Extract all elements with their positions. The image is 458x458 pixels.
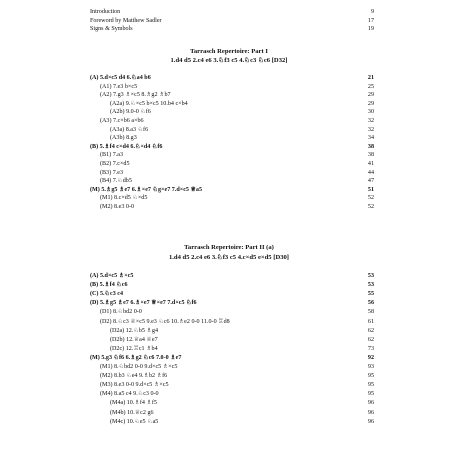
toc-entry-text: (D) 5.♗g5 ♗e7 6.♗×e7 ♕×e7 7.d×c5 ♘f6 (90, 300, 197, 307)
toc-entry-text: (C) 5.♘c3 c4 (90, 291, 124, 298)
toc-entry-text: (A2a) 9.♘×c5 b×c5 10.b4 c×b4 (110, 100, 188, 107)
toc-entry-page: 29 (367, 100, 374, 107)
toc-entry[interactable] (90, 151, 374, 159)
toc-entry[interactable] (90, 108, 374, 116)
toc-entry[interactable] (90, 290, 374, 298)
toc-entry[interactable] (90, 17, 374, 25)
toc-entry-page: 41 (367, 161, 374, 167)
toc-entry-page: 62 (367, 327, 374, 334)
toc-entry[interactable] (90, 308, 374, 316)
toc-entry[interactable] (90, 318, 374, 326)
toc-entry-page: 47 (367, 178, 374, 185)
toc-entry[interactable] (90, 126, 374, 134)
toc-entry[interactable] (90, 272, 374, 280)
toc-entry-page: 96 (367, 418, 374, 425)
toc-entry-text: (B3) 7.e3 (100, 169, 124, 176)
toc-entry[interactable] (90, 83, 374, 91)
toc-entry-text: (A3b) 8.g3 (110, 135, 137, 142)
toc-entry-text: (A2b) 9.0-0 ♘f6 (110, 109, 151, 116)
toc-entry-page: 19 (367, 26, 374, 32)
toc-entry-page: 29 (367, 92, 374, 99)
toc-entry-text: (M1) 8.c×d5 ♘×d5 (100, 195, 148, 202)
part2-subtitle: 1.d4 d5 2.c4 e6 3.♘f3 c5 4.c×d5 e×d5 [D30] (168, 254, 289, 261)
toc-entry-text: (A3) 7.c×b6 a×b6 (100, 118, 144, 124)
toc-entry[interactable] (90, 186, 374, 194)
toc-entry[interactable] (90, 143, 374, 151)
toc-entry-text: (M3) 8.e3 0-0 9.d×c5 ♗×c5 (100, 382, 169, 389)
toc-entry-page: 32 (367, 118, 374, 124)
toc-entry[interactable] (90, 91, 374, 99)
toc-entry-text: (B) 5.♗f4 c×d4 6.♘×d4 ♘f6 (90, 143, 163, 150)
toc-entry-page: 38 (367, 143, 374, 150)
toc-entry[interactable] (90, 203, 374, 211)
toc-entry-page: 96 (367, 400, 374, 407)
toc-entry-page: 53 (367, 273, 374, 279)
toc-entry-page: 95 (367, 373, 374, 380)
toc-entry-page: 52 (367, 204, 374, 210)
toc-entry-page: 30 (367, 109, 374, 116)
toc-entry-page: 93 (367, 364, 374, 370)
toc-entry-page: 32 (367, 126, 374, 133)
toc-entry-text: (M) 5.g3 ♘f6 6.♗g2 ♘c6 7.0-0 ♗e7 (90, 354, 182, 361)
toc-entry[interactable] (90, 177, 374, 185)
toc-entry-text: (D2) 8.♘c3 ♕×c5 9.e3 ♘c6 10.♗e2 0-0 11.0-0 ♖d8 (100, 318, 230, 325)
toc-entry-page: 92 (367, 354, 374, 361)
toc-entry[interactable] (90, 74, 374, 82)
toc-entry[interactable] (90, 390, 374, 398)
part1-subtitle: 1.d4 d5 2.c4 e6 3.♘f3 c5 4.♘c3 ♘c6 [D32] (170, 57, 288, 64)
toc-entry[interactable] (90, 409, 374, 417)
toc-entry[interactable] (90, 327, 374, 335)
toc-entry[interactable] (90, 381, 374, 389)
toc-entry-page: 25 (367, 83, 374, 90)
toc-entry-text: (D2a) 12.♘b5 ♗g4 (110, 327, 158, 334)
toc-entry-page: 62 (367, 336, 374, 343)
toc-entry[interactable] (90, 169, 374, 177)
toc-entry-page: 56 (367, 300, 374, 307)
toc-entry-text: (M4a) 10.♗f4 ♗f5 (110, 400, 157, 407)
toc-entry-text: (D1) 8.♘bd2 0-0 (100, 309, 142, 316)
toc-entry-text: Signs & Symbols (90, 26, 133, 32)
toc-entry-text: (A) 5.d×c5 ♗×c5 (90, 273, 134, 279)
toc-entry-page: 51 (367, 186, 374, 193)
toc-entry-text: (M4c) 10.♘e5 ♘a5 (110, 418, 159, 425)
toc-entry-text: (A1) 7.e3 b×c5 (100, 83, 138, 90)
toc-entry-text: (B) 5.♗f4 ♘c6 (90, 282, 128, 289)
part2-title: Tarrasch Repertoire: Part II (a) (184, 244, 274, 251)
toc-entry[interactable] (90, 399, 374, 407)
toc-entry[interactable] (90, 345, 374, 353)
toc-entry[interactable] (90, 8, 374, 16)
toc-entry-text: (M2) 8.b3 ♘e4 9.♗b2 ♗f6 (100, 373, 168, 380)
toc-entry-page: 95 (367, 382, 374, 389)
toc-entry-page: 73 (367, 345, 374, 352)
toc-entry-page: 55 (367, 291, 374, 298)
toc-entry[interactable] (90, 194, 374, 202)
toc-entry-page: 52 (367, 195, 374, 202)
toc-entry-page: 96 (367, 409, 374, 416)
toc-entry-text: (M) 5.♗g5 ♗e7 6.♗×e7 ♘g×e7 7.d×c5 ♕a5 (90, 186, 203, 193)
toc-entry-text: (M1) 8.♘bd2 0-0 9.d×c5 ♗×c5 (100, 364, 178, 370)
toc-entry[interactable] (90, 336, 374, 344)
toc-entry-text: (B4) 7.♘db5 (100, 178, 132, 185)
toc-entry-text: (M2) 8.e3 0-0 (100, 204, 135, 210)
toc-entry-page: 58 (367, 309, 374, 316)
toc-entry-page: 9 (370, 9, 374, 15)
toc-entry-text: (A) 5.d×c5 d4 6.♘a4 b6 (90, 75, 151, 81)
toc-entry[interactable] (90, 160, 374, 168)
toc-entry-page: 95 (367, 391, 374, 398)
toc-entry[interactable] (90, 281, 374, 289)
toc-entry-page: 17 (367, 17, 374, 24)
toc-entry-text: Introduction (90, 9, 121, 15)
toc-entry-page: 61 (367, 318, 374, 325)
toc-entry-text: Foreword by Matthew Sadler (90, 17, 162, 24)
toc-entry[interactable] (90, 418, 374, 426)
toc-entry-page: 44 (367, 169, 374, 176)
toc-entry-page: 21 (367, 75, 374, 81)
toc-entry[interactable] (90, 363, 374, 371)
toc-entry-text: (A3a) 8.a3 ♘f6 (110, 126, 149, 133)
toc-entry[interactable] (90, 354, 374, 362)
toc-entry[interactable] (90, 134, 374, 142)
toc-entry[interactable] (90, 25, 374, 33)
toc-entry-text: (D2b) 12.♕a4 ♕e7 (110, 336, 158, 343)
part1-title: Tarrasch Repertoire: Part I (190, 48, 268, 55)
toc-entry[interactable] (90, 372, 374, 380)
toc-entry-text: (D2c) 12.♖c1 ♗b4 (110, 345, 158, 352)
toc-entry-page: 38 (367, 152, 374, 159)
toc-entry-page: 53 (367, 282, 374, 289)
toc-entry-text: (B2) 7.c×d5 (100, 161, 130, 167)
toc-entry-text: (A2) 7.g3 ♗×c5 8.♗g2 ♗b7 (100, 92, 171, 99)
toc-entry[interactable] (90, 117, 374, 125)
toc-entry-text: (M4b) 10.♕c2 g6 (110, 409, 154, 416)
toc-entry[interactable] (90, 299, 374, 307)
toc-entry-page: 34 (367, 135, 374, 142)
toc-entry-text: (B1) 7.a3 (100, 152, 124, 159)
toc-entry-text: (M4) 8.a5 c4 9.♘c3 0-0 (100, 391, 159, 398)
toc-entry[interactable] (90, 100, 374, 108)
